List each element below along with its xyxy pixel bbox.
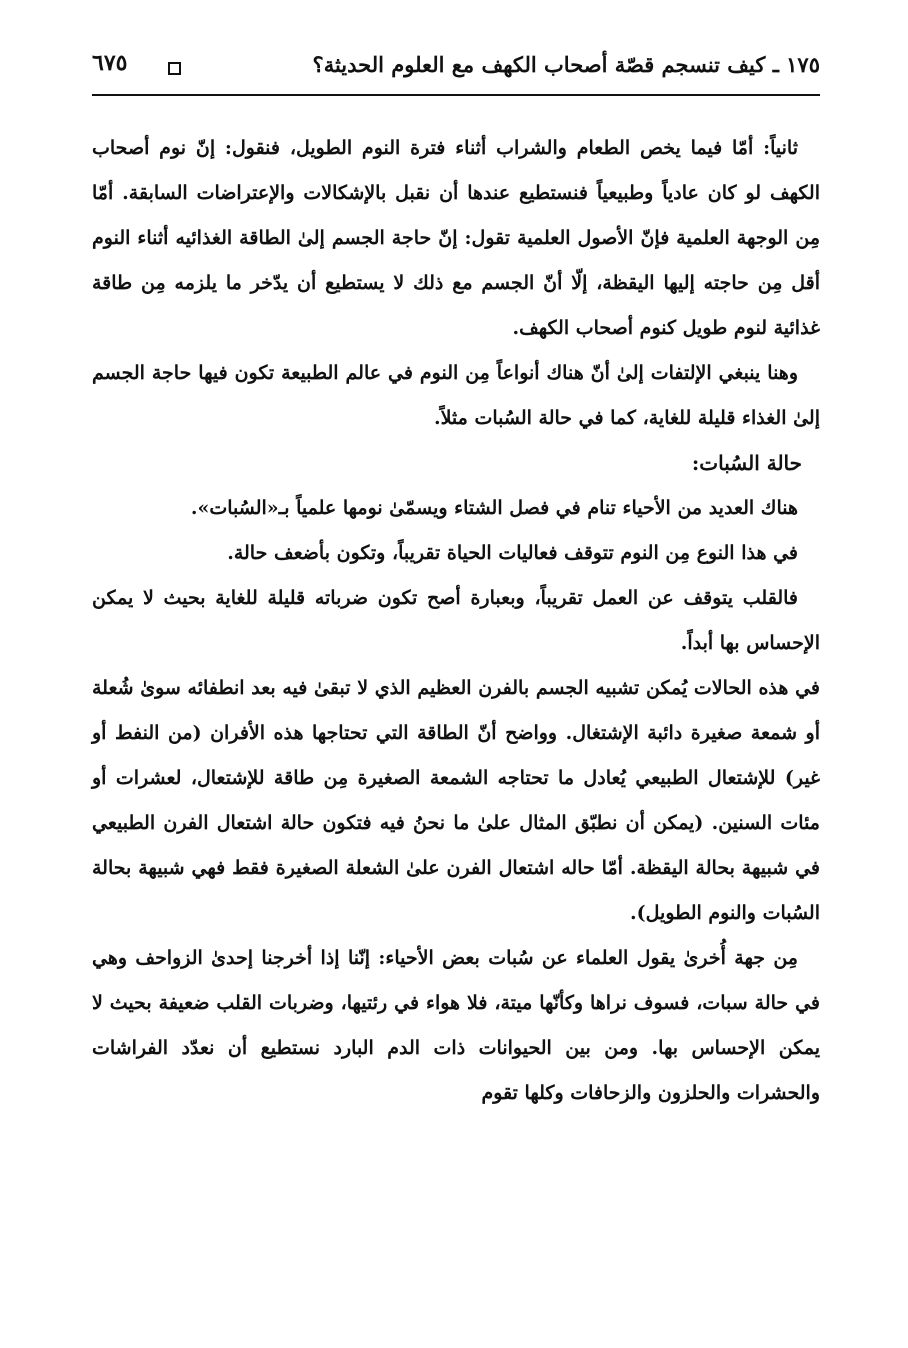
paragraph: هناك العديد من الأحياء تنام في فصل الشتاء ويسمّىٰ نومها علمياً بـ«السُبات». (190, 497, 798, 519)
running-header (92, 40, 820, 96)
page-number: ٦٧٥ (92, 50, 128, 76)
paragraph: ثانياً: أمّا فيما يخص الطعام والشراب أثناء فترة النوم الطويل، فنقول: إنّ نوم أصحاب الكهف لو كان عادياً وطبيعياً فنستطيع عندها أن نقبل بالإشكالات والإعتراضات السابقة. أمّا مِن الوجهة العلمية فإنّ الأصول العلمية تقول: إنّ حاجة الجسم إلىٰ الطاقة الغذائيه أثناء النوم أقل مِن حاجته إليها اليقظة، إلّا أنّ الجسم مع ذلك لا يستطيع أن يدّخر ما يلزمه مِن طاقة غذائية لنوم طويل كنوم أصحاب الكهف. (92, 137, 820, 339)
paragraph: وهنا ينبغي الإلتفات إلىٰ أنّ هناك أنواعاً مِن النوم في عالم الطبيعة تكون فيها حاجة الجسم إلىٰ الغذاء قليلة للغاية، كما في حالة السُبات مثلاً. (92, 362, 820, 429)
paragraph: فالقلب يتوقف عن العمل تقريباً، وبعبارة أصح تكون ضرباته قليلة للغاية بحيث لا يمكن الإحساس بها أبداً. (92, 587, 820, 654)
body-text (92, 126, 820, 1116)
header-title: ١٧٥ ـ كيف تنسجم قصّة أصحاب الكهف مع العلوم الحديثة؟ (312, 52, 820, 77)
paragraph: مِن جهة أُخرىٰ يقول العلماء عن سُبات بعض الأحياء: إنّنا إذا أخرجنا إحدىٰ الزواحف وهي في حالة سبات، فسوف نراها وكأنّها ميتة، فلا هواء في رئتيها، وضربات القلب ضعيفة بحيث لا يمكن الإحساس بها. ومن بين الحيوانات ذات الدم البارد نستطيع أن نعدّد الفراشات والحشرات والحلزون والزحافات وكلها تقوم (92, 947, 820, 1104)
section-heading: حالة السُبات: (691, 451, 802, 475)
paragraph: في هذه الحالات يُمكن تشبيه الجسم بالفرن العظيم الذي لا تبقىٰ فيه بعد انطفائه سوىٰ شُعلة أو شمعة صغيرة دائبة الإشتغال. وواضح أنّ الطاقة التي تحتاجها هذه الأفران (من النفط أو غير) للإشتعال الطبيعي يُعادل ما تحتاجه الشمعة الصغيرة مِن طاقة للإشتعال، لعشرات أو مئات السنين. (يمكن أن نطبّق المثال علىٰ ما نحنُ فيه فتكون حالة اشتعال الفرن الطبيعي في شبيهة بحالة اليقظة. أمّا حاله اشتعال الفرن علىٰ الشعلة الصغيرة فقط فهي شبيهة بحالة السُبات والنوم الطويل). (92, 677, 820, 924)
paragraph: في هذا النوع مِن النوم تتوقف فعاليات الحياة تقريباً، وتكون بأضعف حالة. (227, 542, 798, 564)
square-ornament-icon (168, 62, 181, 75)
